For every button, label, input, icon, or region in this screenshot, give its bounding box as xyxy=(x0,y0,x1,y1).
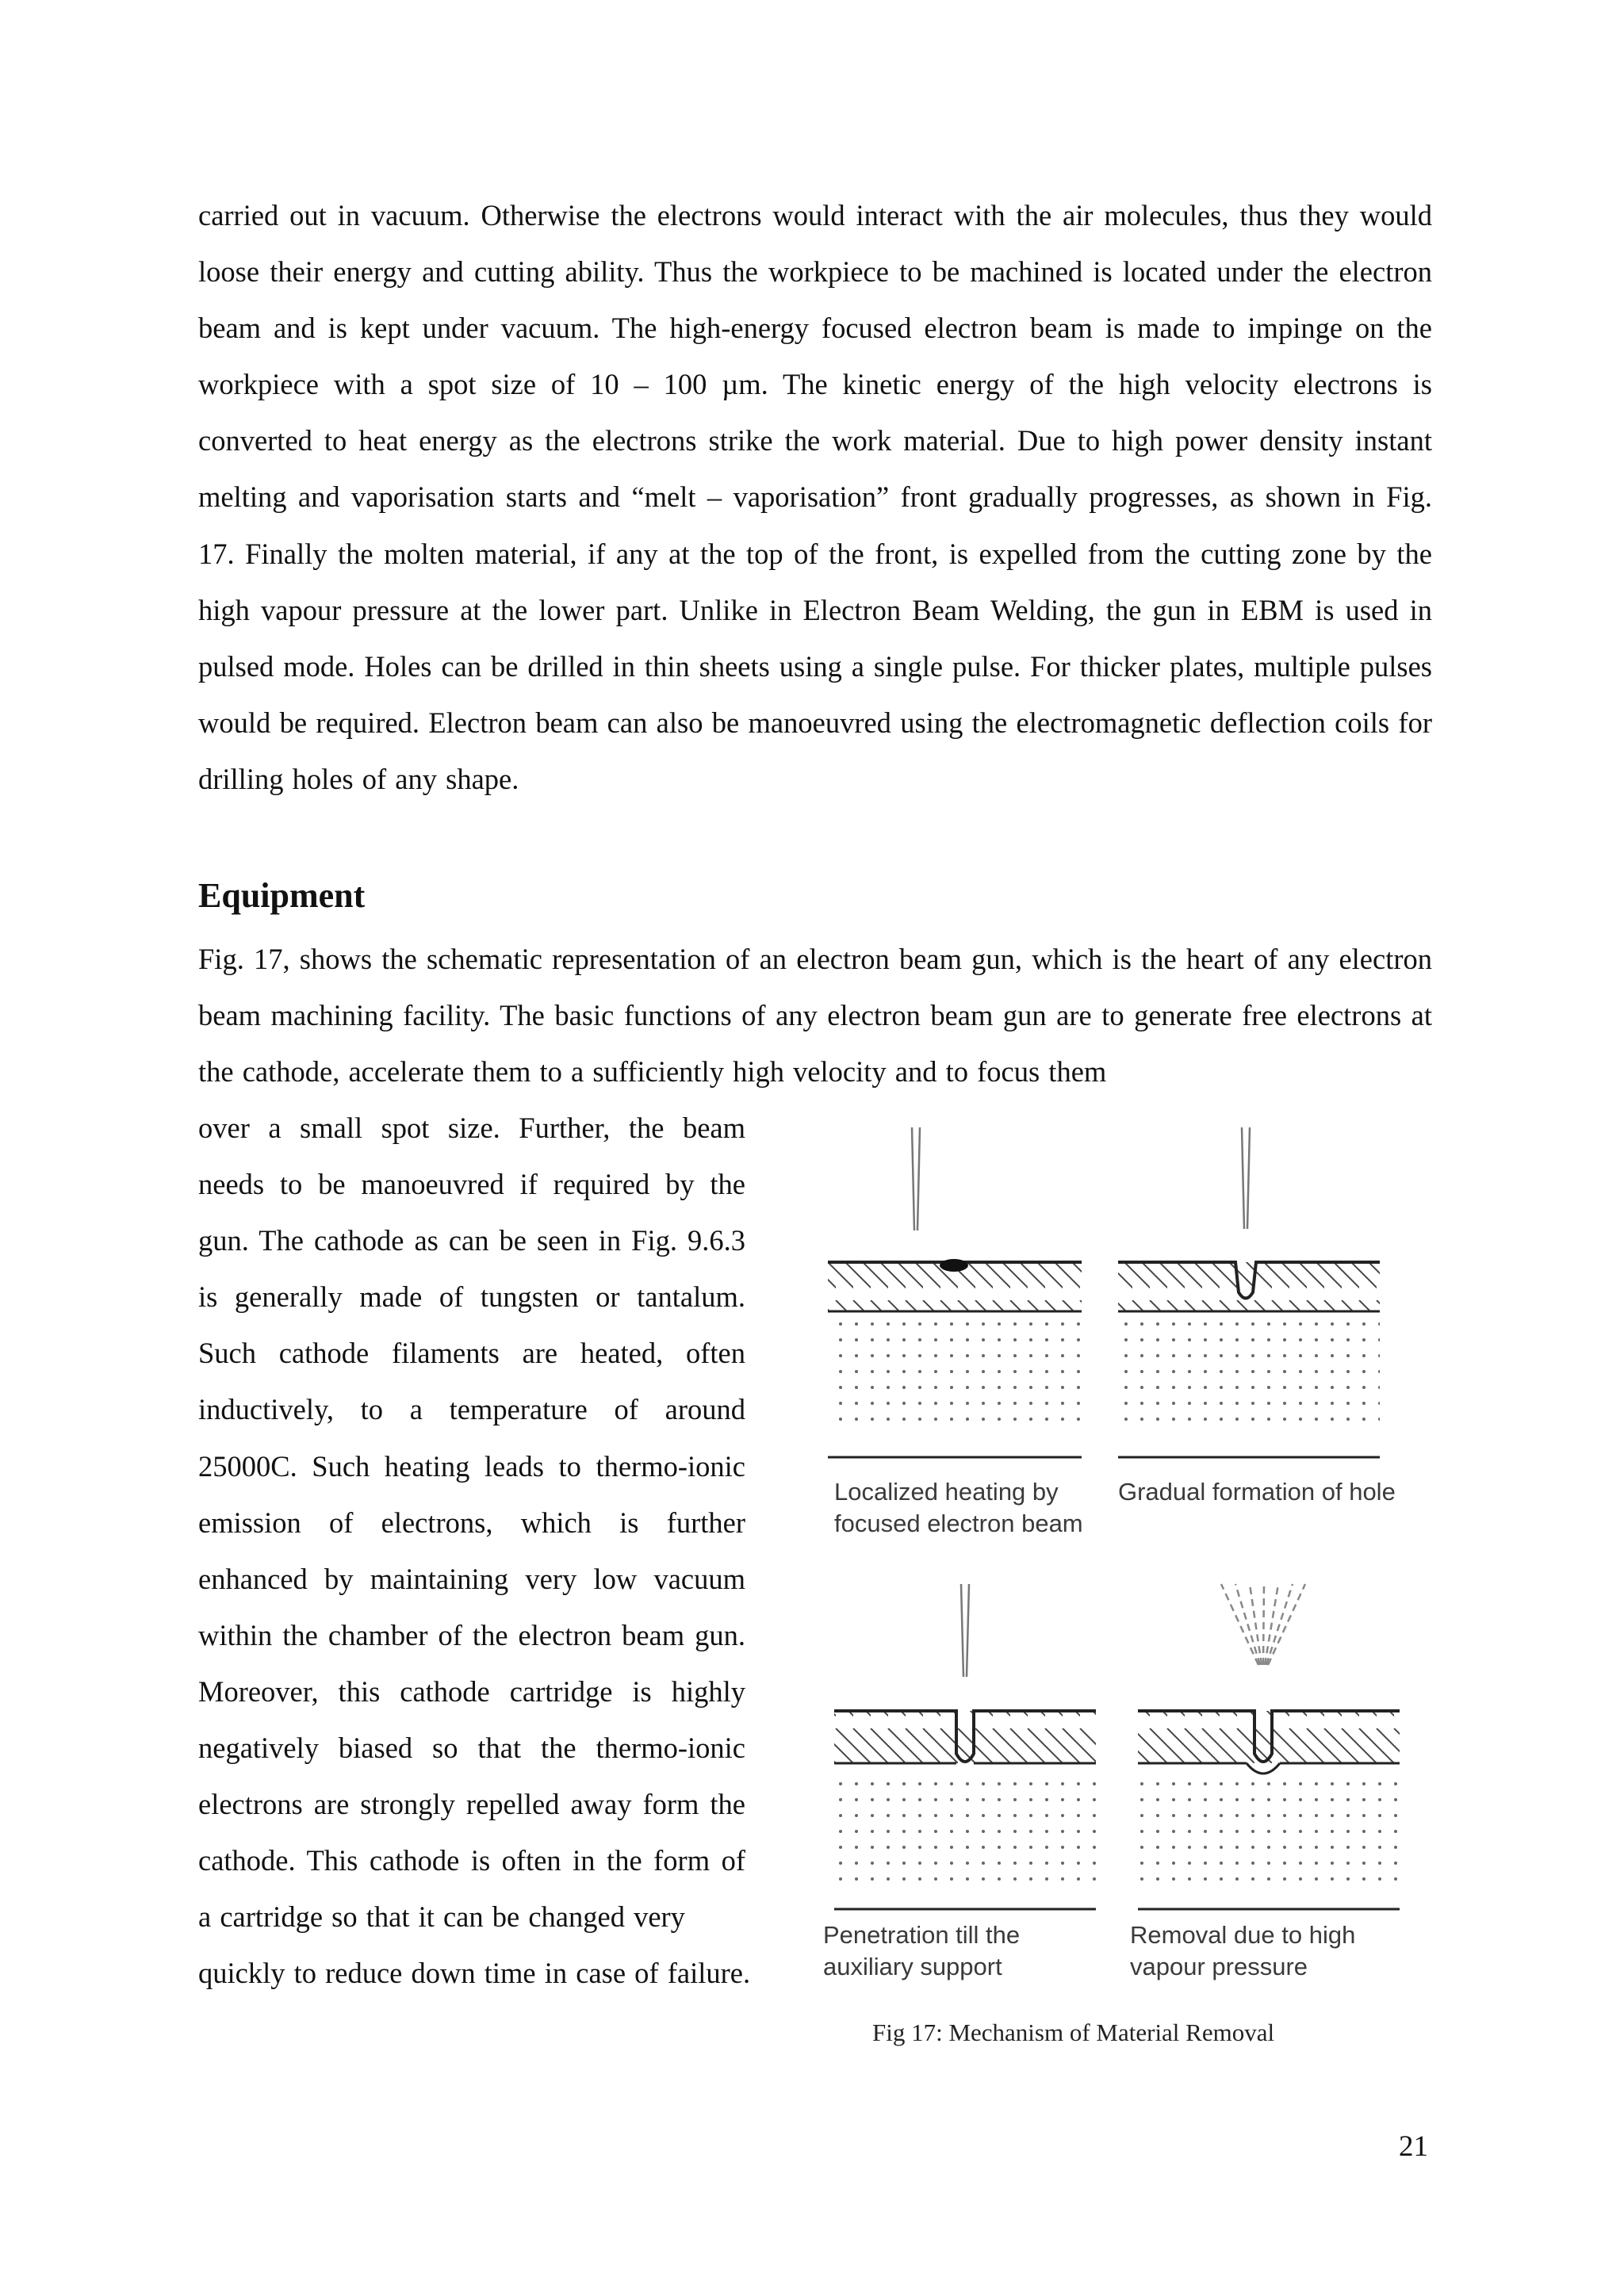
paragraph-cathode xyxy=(198,1100,751,2002)
figure-material-removal xyxy=(801,1110,1435,2061)
panel-vapour-removal xyxy=(1138,1584,1400,1909)
figure-caption: Fig 17: Mechanism of Material Removal xyxy=(872,2019,1275,2046)
section-heading: Equipment xyxy=(198,876,366,915)
caption-vapour-removal: Removal due to high vapour pressure xyxy=(1130,1921,1356,1980)
panel-hole-formation xyxy=(1118,1127,1380,1457)
caption-penetration: Penetration till the auxiliary support xyxy=(823,1921,1021,1980)
paragraph-text: Fig. 17, shows the schematic representation of an electron beam gun, which is the heart of any electron beam machining facility. The basic functions of any electron beam gun are to generate free electrons at the cathode, accelerate them to a sufficiently high velocity and to focus them xyxy=(198,943,1432,1089)
panel-penetration xyxy=(834,1584,1096,1909)
panel-localized-heating xyxy=(828,1127,1082,1457)
paragraph-equipment xyxy=(198,931,1432,1100)
caption-hole-formation: Gradual formation of hole xyxy=(1118,1478,1396,1506)
paragraph-text: carried out in vacuum. Otherwise the electrons would interact with the air molecules, thus they would loose their energy and cutting ability. Thus the workpiece to be machined is located under the electron beam and is kept under vacuum. The high-energy focused electron beam is made to impinge on the workpiece with a spot size of 10 – 100 µm. The kinetic energy of the high velocity electrons is converted to heat energy as the electrons strike the work material. Due to high power density instant melting and vaporisation starts and “melt – vaporisation” front gradually progresses, as shown in Fig. 17. Finally the molten material, if any at the top of the front, is expelled from the cutting zone by the high vapour pressure at the lower part. Unlike in Electron Beam Welding, the gun in EBM is used in pulsed mode. Holes can be drilled in thin sheets using a single pulse. For thicker plates, multiple pulses would be required. Electron beam can also be manoeuvred using the electromagnetic deflection coils for drilling holes of any shape. xyxy=(198,199,1432,795)
paragraph-last-line: quickly to reduce down time in case of failure. xyxy=(198,1957,751,1990)
paragraph-text: over a small spot size. Further, the beam needs to be manoeuvred if required by the gun. The cathode as can be seen in Fig. 9.6.3 is generally made of tungsten or tantalum. Such cathode filaments are heated, often inductively, to a temperature of around 25000C. Such heating leads to thermo-ionic emission of electrons, which is further enhanced by maintaining very low vacuum within the chamber of the electron beam gun. Moreover, this cathode cartridge is highly negatively biased so that the thermo-ionic electrons are strongly repelled away form the cathode. This cathode is often in the form of a cartridge so that it can be changed very xyxy=(198,1112,745,1934)
caption-localized-heating: Localized heating by focused electron beam xyxy=(834,1478,1083,1537)
paragraph-intro xyxy=(198,187,1432,807)
page-number: 21 xyxy=(1399,2130,1428,2163)
